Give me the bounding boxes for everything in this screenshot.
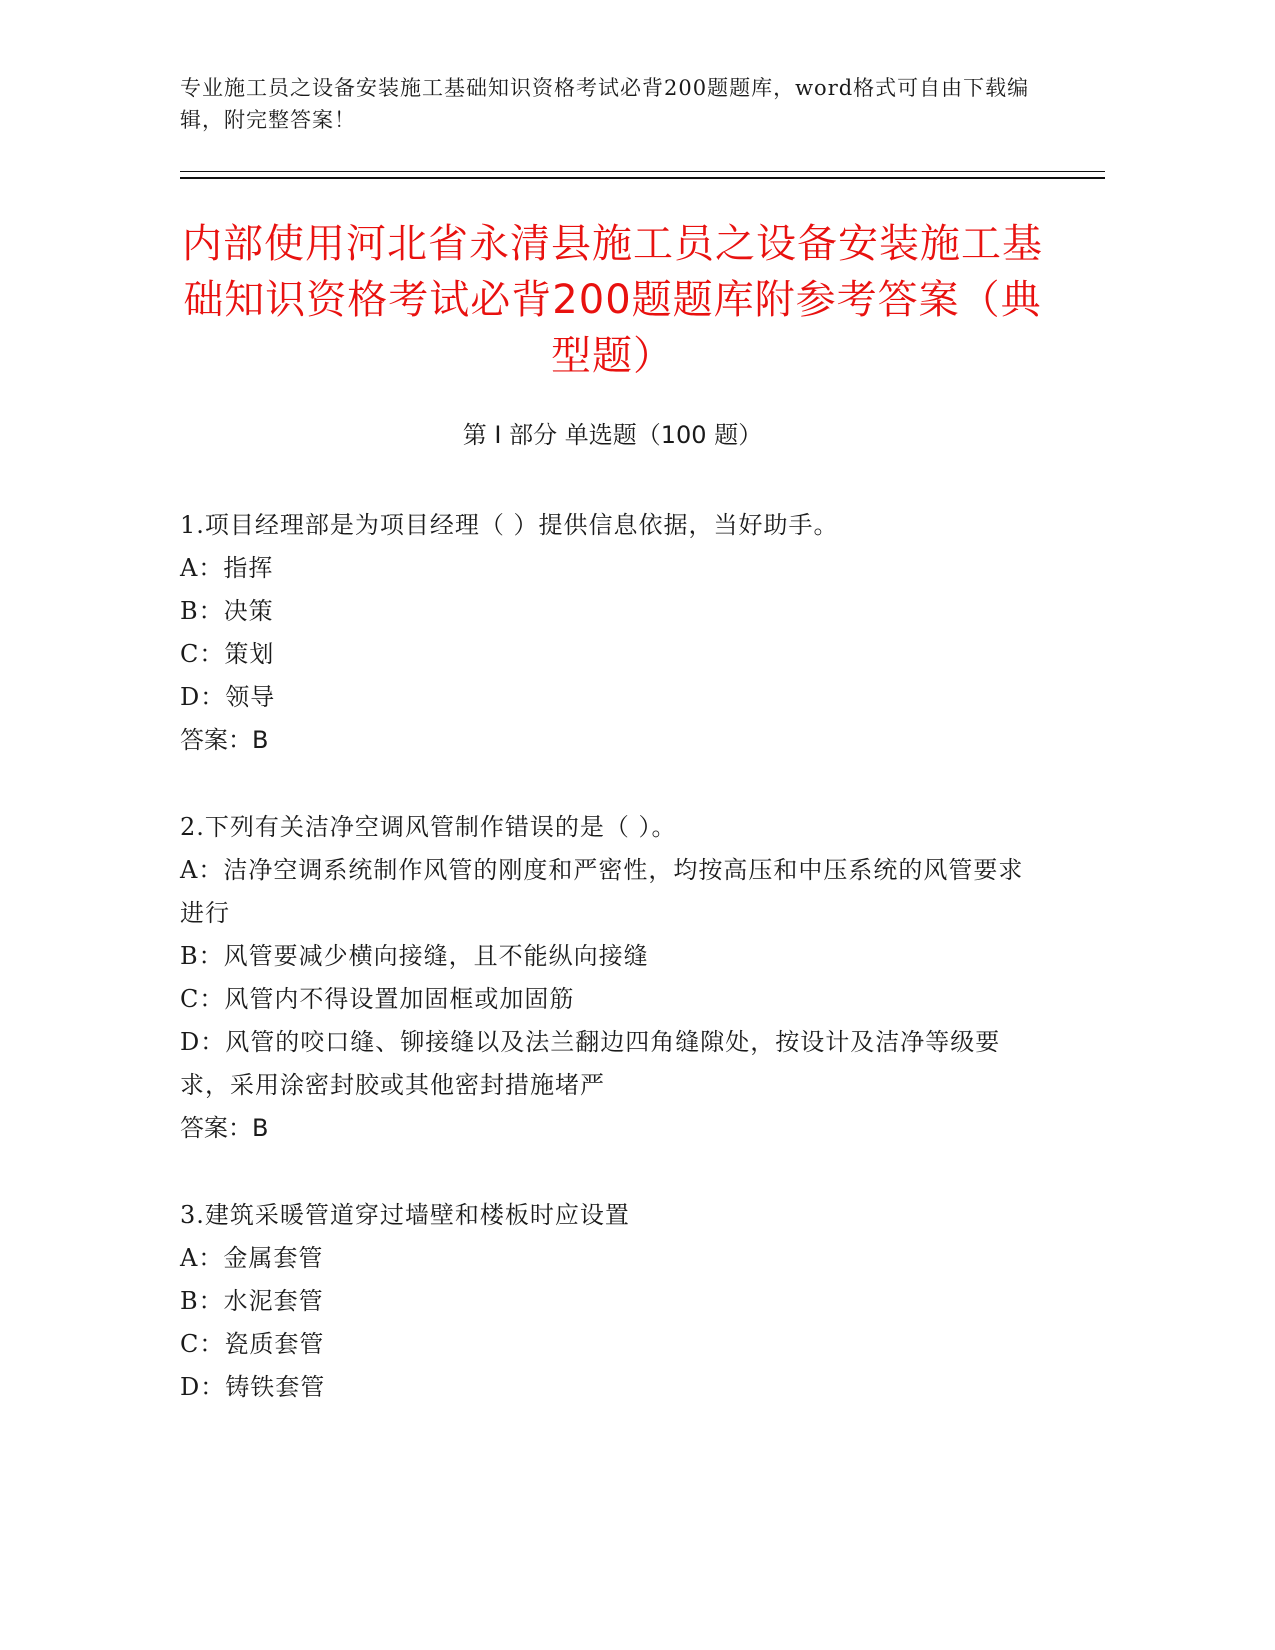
option-d: D：领导 <box>180 683 276 711</box>
question-stem: 1.项目经理部是为项目经理（ ）提供信息依据，当好助手。 <box>180 511 839 539</box>
option-c: C：风管内不得设置加固框或加固筋 <box>180 985 575 1013</box>
question-1 <box>180 504 1030 762</box>
section-title: 第 I 部分 单选题（100 题） <box>462 421 763 449</box>
question-spacer <box>180 762 1030 806</box>
question-stem: 2.下列有关洁净空调风管制作错误的是（ ）。 <box>180 813 677 841</box>
question-list <box>180 504 1030 1409</box>
option-b: B：风管要减少横向接缝，且不能纵向接缝 <box>180 942 649 970</box>
option-b: B：水泥套管 <box>180 1287 324 1315</box>
header-divider-thick <box>180 177 1105 179</box>
option-a: A：指挥 <box>180 554 274 582</box>
option-d: D：风管的咬口缝、铆接缝以及法兰翻边四角缝隙处，按设计及洁净等级要求，采用涂密封胶或其他密封措施堵严 <box>180 1028 1001 1099</box>
answer: 答案：B <box>180 1114 269 1142</box>
question-3 <box>180 1194 1030 1409</box>
header-note: 专业施工员之设备安装施工基础知识资格考试必背200题题库，word格式可自由下载编辑，附完整答案！ <box>180 76 1030 132</box>
question-2 <box>180 806 1030 1150</box>
answer: 答案：B <box>180 726 269 754</box>
header-divider-thin <box>180 171 1105 172</box>
option-c: C：瓷质套管 <box>180 1330 325 1358</box>
option-a: A：金属套管 <box>180 1244 324 1272</box>
document-title: 内部使用河北省永清县施工员之设备安装施工基础知识资格考试必背200题题库附参考答案（典型题） <box>182 221 1043 379</box>
option-c: C：策划 <box>180 640 275 668</box>
question-spacer <box>180 1150 1030 1194</box>
option-a: A：洁净空调系统制作风管的刚度和严密性，均按高压和中压系统的风管要求进行 <box>180 856 1024 927</box>
option-b: B：决策 <box>180 597 274 625</box>
question-stem: 3.建筑采暖管道穿过墙壁和楼板时应设置 <box>180 1201 630 1229</box>
option-d: D：铸铁套管 <box>180 1373 326 1401</box>
